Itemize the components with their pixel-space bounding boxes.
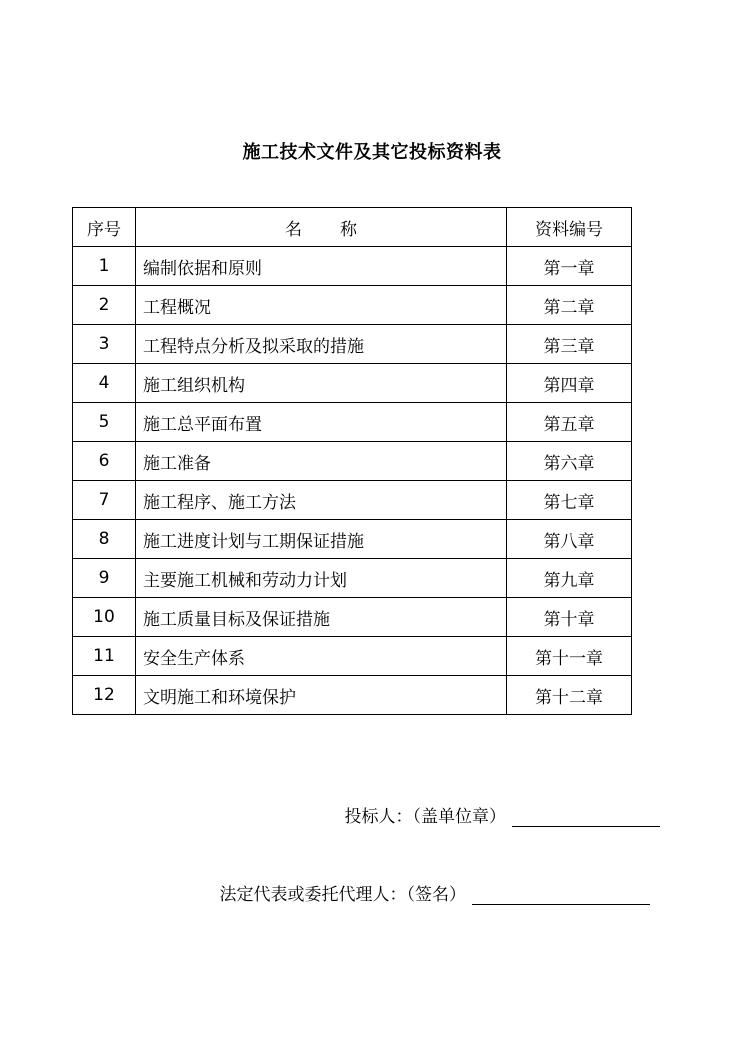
row-name: 安全生产体系	[136, 637, 507, 676]
table-row	[73, 481, 632, 520]
table-row	[73, 442, 632, 481]
row-name: 施工准备	[136, 442, 507, 481]
row-name: 施工程序、施工方法	[136, 481, 507, 520]
bidder-label: 投标人：（盖单位章）	[344, 807, 506, 827]
row-reference: 第十二章	[507, 676, 632, 715]
row-number: 12	[73, 676, 136, 715]
row-name: 施工总平面布置	[136, 403, 507, 442]
table-body	[73, 247, 632, 715]
row-reference: 第五章	[507, 403, 632, 442]
row-reference: 第十章	[507, 598, 632, 637]
row-number: 2	[73, 286, 136, 325]
row-reference: 第十一章	[507, 637, 632, 676]
row-reference: 第一章	[507, 247, 632, 286]
table-row	[73, 637, 632, 676]
row-number: 10	[73, 598, 136, 637]
agent-signature-line	[472, 884, 650, 905]
header-name: 名称	[136, 208, 507, 247]
row-number: 9	[73, 559, 136, 598]
table-row	[73, 598, 632, 637]
row-name: 编制依据和原则	[136, 247, 507, 286]
table-row	[73, 559, 632, 598]
header-reference: 资料编号	[507, 208, 632, 247]
row-reference: 第八章	[507, 520, 632, 559]
row-reference: 第三章	[507, 325, 632, 364]
header-row	[73, 208, 632, 247]
row-reference: 第四章	[507, 364, 632, 403]
row-number: 11	[73, 637, 136, 676]
row-reference: 第六章	[507, 442, 632, 481]
row-reference: 第九章	[507, 559, 632, 598]
row-name: 主要施工机械和劳动力计划	[136, 559, 507, 598]
header-number: 序号	[73, 208, 136, 247]
table-row	[73, 247, 632, 286]
row-name: 施工质量目标及保证措施	[136, 598, 507, 637]
table-row	[73, 520, 632, 559]
row-number: 7	[73, 481, 136, 520]
row-number: 3	[73, 325, 136, 364]
agent-signature	[220, 880, 651, 905]
bidder-signature-line	[512, 806, 660, 827]
row-reference: 第七章	[507, 481, 632, 520]
table-header	[73, 208, 632, 247]
row-number: 5	[73, 403, 136, 442]
row-number: 8	[73, 520, 136, 559]
document-title: 施工技术文件及其它投标资料表	[242, 142, 502, 163]
row-name: 工程概况	[136, 286, 507, 325]
row-number: 1	[73, 247, 136, 286]
row-number: 6	[73, 442, 136, 481]
row-name: 施工组织机构	[136, 364, 507, 403]
materials-table	[72, 207, 632, 715]
row-name: 施工进度计划与工期保证措施	[136, 520, 507, 559]
row-name: 文明施工和环境保护	[136, 676, 507, 715]
table-row	[73, 286, 632, 325]
bidder-signature	[345, 802, 661, 827]
table-row	[73, 364, 632, 403]
table-row	[73, 676, 632, 715]
row-name: 工程特点分析及拟采取的措施	[136, 325, 507, 364]
row-reference: 第二章	[507, 286, 632, 325]
row-number: 4	[73, 364, 136, 403]
agent-label: 法定代表或委托代理人：（签名）	[219, 885, 466, 905]
table-row	[73, 403, 632, 442]
table-row	[73, 325, 632, 364]
